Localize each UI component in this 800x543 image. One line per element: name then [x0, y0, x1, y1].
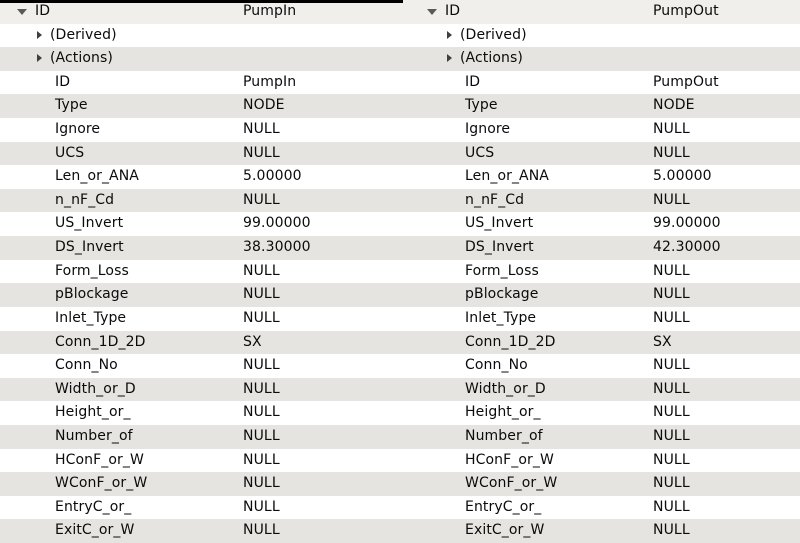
property-row[interactable]: [410, 71, 800, 95]
property-row[interactable]: [0, 449, 410, 473]
property-label: UCS: [55, 144, 85, 161]
property-value[interactable]: NULL: [243, 475, 280, 492]
property-value[interactable]: NULL: [653, 144, 690, 161]
property-value[interactable]: NULL: [653, 286, 690, 303]
property-label: Width_or_D: [55, 380, 136, 397]
expander-collapsed-icon[interactable]: [37, 31, 42, 39]
property-label: Inlet_Type: [465, 309, 537, 326]
property-label: Type: [465, 97, 498, 114]
property-label: WConF_or_W: [465, 475, 558, 492]
record-id-label: ID: [35, 3, 51, 19]
property-label: Conn_1D_2D: [55, 333, 146, 350]
property-label: Number_of: [55, 427, 133, 444]
property-row[interactable]: [410, 118, 800, 142]
property-value[interactable]: NULL: [653, 522, 690, 539]
property-row[interactable]: [0, 236, 410, 260]
property-row[interactable]: [0, 94, 410, 118]
property-row[interactable]: [410, 260, 800, 284]
property-row[interactable]: [0, 307, 410, 331]
property-label: Len_or_ANA: [55, 168, 139, 185]
property-row[interactable]: [0, 118, 410, 142]
property-value[interactable]: NULL: [243, 522, 280, 539]
property-row[interactable]: [410, 472, 800, 496]
property-value[interactable]: NULL: [243, 286, 280, 303]
property-row[interactable]: [410, 283, 800, 307]
property-value[interactable]: 5.00000: [243, 168, 302, 185]
group-row[interactable]: [0, 47, 410, 71]
property-value[interactable]: NODE: [243, 97, 285, 114]
property-row[interactable]: [410, 331, 800, 355]
property-label: HConF_or_W: [465, 451, 554, 468]
property-label: ExitC_or_W: [465, 522, 545, 539]
property-value[interactable]: NULL: [653, 191, 690, 208]
property-row[interactable]: [0, 212, 410, 236]
property-label: Width_or_D: [465, 380, 546, 397]
property-row[interactable]: [410, 165, 800, 189]
property-label: Height_or_: [465, 404, 541, 421]
property-value[interactable]: NULL: [243, 309, 280, 326]
property-value[interactable]: NULL: [243, 357, 280, 374]
property-label: Ignore: [55, 121, 101, 138]
property-label: n_nF_Cd: [55, 191, 115, 208]
group-row[interactable]: [410, 47, 800, 71]
property-value[interactable]: SX: [243, 333, 262, 350]
property-value[interactable]: 42.30000: [653, 239, 721, 256]
property-row[interactable]: [410, 94, 800, 118]
record-id-value[interactable]: PumpIn: [243, 3, 297, 19]
property-row[interactable]: [410, 307, 800, 331]
group-label: (Actions): [460, 50, 523, 67]
property-label: ID: [55, 73, 71, 90]
property-label: Conn_1D_2D: [465, 333, 556, 350]
expander-collapsed-icon[interactable]: [447, 54, 452, 62]
record-header-row[interactable]: [0, 0, 410, 24]
expander-expanded-icon[interactable]: [427, 9, 437, 15]
property-row[interactable]: [0, 331, 410, 355]
property-label: Ignore: [465, 121, 511, 138]
property-value[interactable]: NULL: [653, 475, 690, 492]
property-value[interactable]: 99.00000: [653, 215, 721, 232]
group-label: (Derived): [50, 26, 117, 43]
expander-collapsed-icon[interactable]: [447, 31, 452, 39]
property-label: pBlockage: [465, 286, 539, 303]
property-row[interactable]: [0, 260, 410, 284]
property-row[interactable]: [410, 519, 800, 543]
group-row[interactable]: [0, 24, 410, 48]
property-label: Height_or_: [55, 404, 131, 421]
property-value[interactable]: NULL: [243, 191, 280, 208]
property-label: Conn_No: [55, 357, 118, 374]
property-value[interactable]: NULL: [653, 427, 690, 444]
property-row[interactable]: [0, 472, 410, 496]
property-row[interactable]: [0, 401, 410, 425]
record-header-row[interactable]: [410, 0, 800, 24]
property-row[interactable]: [410, 189, 800, 213]
property-label: Inlet_Type: [55, 309, 127, 326]
property-value[interactable]: NODE: [653, 97, 695, 114]
property-label: pBlockage: [55, 286, 129, 303]
property-label: Form_Loss: [55, 262, 129, 279]
property-label: Conn_No: [465, 357, 528, 374]
property-label: UCS: [465, 144, 495, 161]
property-row[interactable]: [410, 425, 800, 449]
property-value[interactable]: NULL: [243, 404, 280, 421]
property-row[interactable]: [0, 189, 410, 213]
property-value[interactable]: NULL: [243, 427, 280, 444]
property-row[interactable]: [410, 142, 800, 166]
property-value[interactable]: NULL: [653, 498, 690, 515]
property-value[interactable]: 99.00000: [243, 215, 311, 232]
expander-collapsed-icon[interactable]: [37, 54, 42, 62]
focus-border: [0, 0, 403, 3]
property-label: n_nF_Cd: [465, 191, 525, 208]
property-value[interactable]: NULL: [653, 309, 690, 326]
property-value[interactable]: NULL: [243, 498, 280, 515]
property-label: Form_Loss: [465, 262, 539, 279]
property-row[interactable]: [0, 142, 410, 166]
record-id-label: ID: [445, 3, 461, 19]
property-label: US_Invert: [55, 215, 124, 232]
property-label: ID: [465, 73, 481, 90]
expander-expanded-icon[interactable]: [17, 9, 27, 15]
record-id-value[interactable]: PumpOut: [653, 3, 719, 19]
property-label: US_Invert: [465, 215, 534, 232]
property-label: EntryC_or_: [55, 498, 132, 515]
property-value[interactable]: SX: [653, 333, 672, 350]
group-label: (Derived): [460, 26, 527, 43]
property-value[interactable]: NULL: [243, 121, 280, 138]
property-value[interactable]: 38.30000: [243, 239, 311, 256]
property-row[interactable]: [0, 496, 410, 520]
property-row[interactable]: [410, 212, 800, 236]
property-label: ExitC_or_W: [55, 522, 135, 539]
property-row[interactable]: [0, 354, 410, 378]
property-label: HConF_or_W: [55, 451, 144, 468]
property-value[interactable]: PumpIn: [243, 73, 297, 90]
property-row[interactable]: [0, 378, 410, 402]
property-label: DS_Invert: [55, 239, 124, 256]
property-value[interactable]: NULL: [653, 357, 690, 374]
property-value[interactable]: 5.00000: [653, 168, 712, 185]
property-grid-right: [410, 0, 800, 543]
property-row[interactable]: [410, 401, 800, 425]
property-row[interactable]: [410, 496, 800, 520]
property-row[interactable]: [0, 425, 410, 449]
property-row[interactable]: [0, 165, 410, 189]
property-value[interactable]: NULL: [243, 380, 280, 397]
property-label: EntryC_or_: [465, 498, 542, 515]
group-row[interactable]: [410, 24, 800, 48]
property-row[interactable]: [410, 378, 800, 402]
property-label: Type: [55, 97, 88, 114]
property-value[interactable]: NULL: [653, 121, 690, 138]
property-row[interactable]: [410, 354, 800, 378]
property-row[interactable]: [0, 283, 410, 307]
property-value[interactable]: NULL: [653, 262, 690, 279]
property-row[interactable]: [0, 71, 410, 95]
property-value[interactable]: NULL: [243, 451, 280, 468]
property-row[interactable]: [0, 519, 410, 543]
property-label: Len_or_ANA: [465, 168, 549, 185]
property-value[interactable]: NULL: [243, 262, 280, 279]
property-value[interactable]: NULL: [653, 380, 690, 397]
property-value[interactable]: PumpOut: [653, 73, 719, 90]
property-value[interactable]: NULL: [653, 404, 690, 421]
property-value[interactable]: NULL: [653, 451, 690, 468]
property-label: DS_Invert: [465, 239, 534, 256]
group-label: (Actions): [50, 50, 113, 67]
property-row[interactable]: [410, 236, 800, 260]
property-row[interactable]: [410, 449, 800, 473]
property-label: Number_of: [465, 427, 543, 444]
property-label: WConF_or_W: [55, 475, 148, 492]
property-value[interactable]: NULL: [243, 144, 280, 161]
